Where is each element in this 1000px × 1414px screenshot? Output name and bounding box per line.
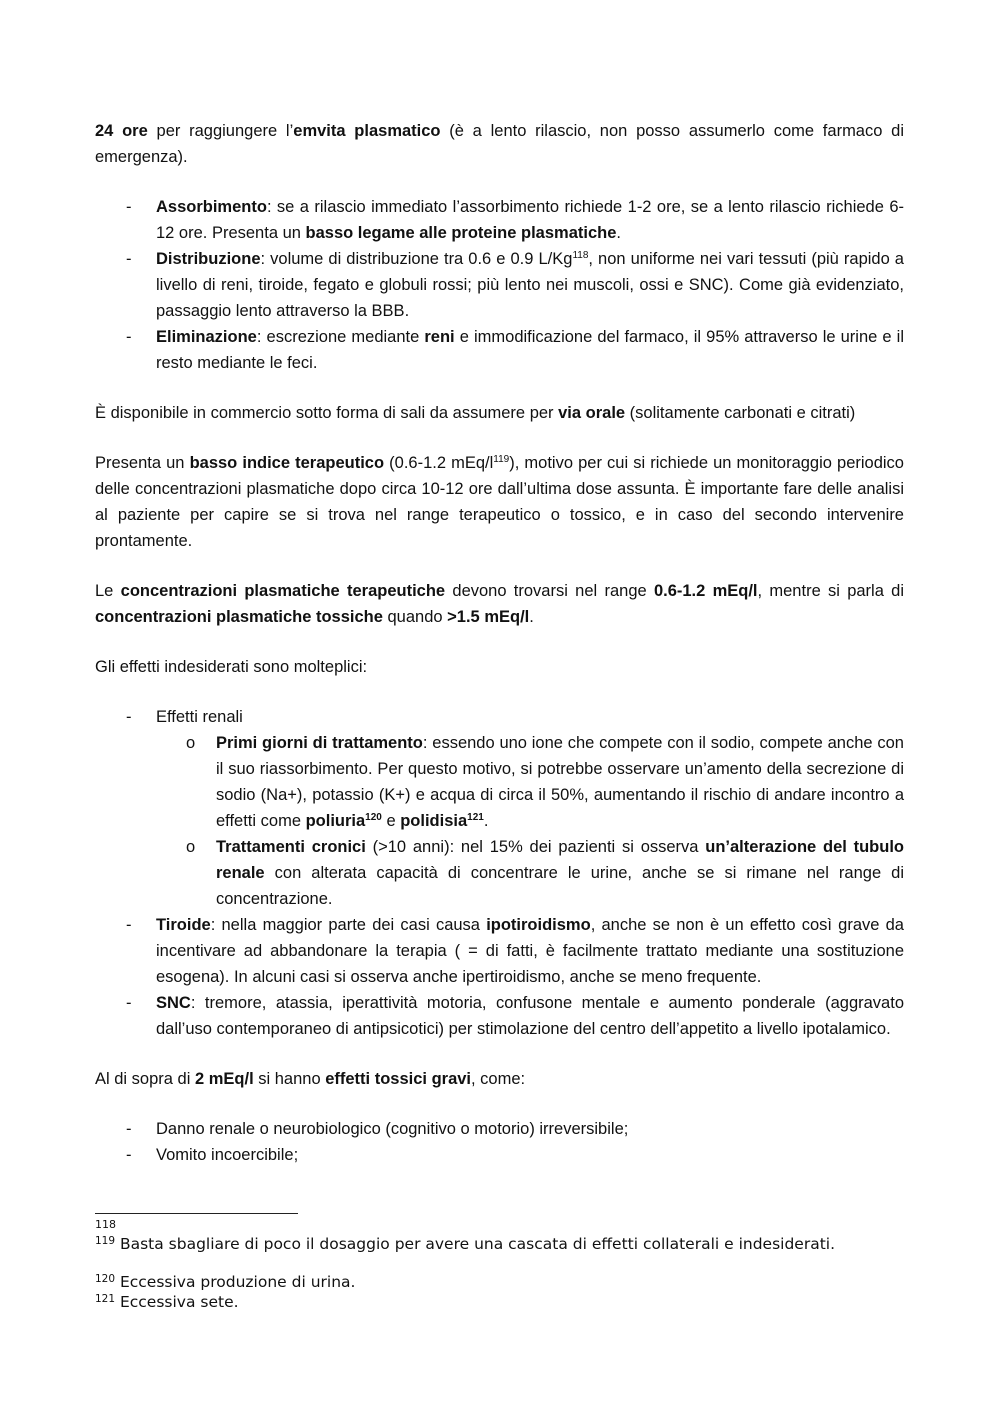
footnote-120	[95, 1272, 915, 1292]
text-run: , non uniforme nei vari tessuti (più rapido a livello di reni, tiroide, fegato e globuli rossi; più lento nei muscoli, ossi e SNC). Come già evidenziato, passaggio lento attraverso la BBB.	[156, 250, 904, 320]
text-run: per raggiungere l’	[147, 122, 294, 140]
text-run: Le	[95, 582, 121, 600]
text-run: , mentre si parla di	[757, 582, 905, 600]
text-run: : essendo uno ione che compete con il sodio, compete anche con il suo riassorbimento. Per questo motivo, si potrebbe osservare un’amento della secrezione di sodio (Na+), potassio (K+) e acqua di circa il 50%, aumentando il rischio di andare incontro a effetti come	[216, 734, 904, 830]
list-bullet: o	[186, 838, 196, 856]
text-run: .	[616, 224, 621, 242]
text-run: : volume di distribuzione tra 0.6 e 0.9 L/Kg	[260, 250, 573, 268]
sub-list	[156, 730, 904, 912]
footnote-separator	[95, 1213, 298, 1214]
bold-text: Assorbimento	[156, 198, 267, 216]
text-run: (solitamente carbonati e citrati)	[625, 404, 856, 422]
text-run: (>10 anni): nel 15% dei pazienti si osserva	[365, 838, 706, 856]
bold-text: SNC	[156, 994, 191, 1012]
bold-text: ipotiroidismo	[486, 916, 591, 934]
text-run: e immodificazione del farmaco, il 95% attraverso le urine e il resto mediante le feci.	[156, 328, 904, 372]
footnote-number: 120	[95, 1273, 116, 1285]
text-run: Effetti renali	[156, 708, 243, 726]
footnote-121	[95, 1292, 915, 1312]
list-item	[95, 246, 904, 324]
list-bullet: -	[126, 1120, 132, 1138]
sub-list-item	[156, 834, 904, 912]
list-item	[95, 1142, 904, 1168]
bold-text: basso legame alle proteine plasmatiche	[305, 224, 617, 242]
text-run: (0.6-1.2 mEq/l	[384, 454, 494, 472]
list-item	[95, 1116, 904, 1142]
list-item	[95, 324, 904, 376]
list-bullet: -	[126, 1146, 132, 1164]
footnote-ref: 119	[493, 454, 510, 465]
footnote-number: 121	[95, 1293, 116, 1305]
bold-text: Eliminazione	[156, 328, 257, 346]
page-body	[95, 118, 904, 1192]
text-run: : escrezione mediante	[256, 328, 425, 346]
list-bullet: -	[126, 328, 132, 346]
bold-text: Distribuzione	[156, 250, 261, 268]
bold-text: concentrazioni plasmatiche terapeutiche	[120, 582, 446, 600]
list-item	[95, 912, 904, 990]
text-run: .	[529, 608, 534, 626]
footnote-ref: 118	[572, 250, 589, 261]
bold-text: Primi giorni di trattamento	[216, 734, 423, 752]
toxic-effects-list	[95, 1116, 904, 1168]
text-run: con alterata capacità di concentrare le urine, anche se si rimane nel range di concentrazione.	[216, 864, 904, 908]
bold-text: Tiroide	[156, 916, 211, 934]
therapeutic-index-paragraph	[95, 450, 904, 554]
bold-text: Trattamenti cronici	[216, 838, 366, 856]
bold-text: reni	[424, 328, 455, 346]
list-bullet: -	[126, 198, 132, 216]
bold-text: un’alterazione del tubulo renale	[216, 838, 905, 882]
list-item	[95, 704, 904, 912]
list-bullet: -	[126, 916, 132, 934]
concentrations-paragraph	[95, 578, 904, 630]
text-run: : tremore, atassia, iperattività motoria, confusone mentale e aumento ponderale (aggravato dall’uso contemporaneo di antipsicotici) per stimolazione del centro dell’appetito a livello ipotalamico.	[156, 994, 904, 1038]
pharmacokinetics-list	[95, 194, 904, 376]
text-run: È disponibile in commercio sotto forma di sali da assumere per	[95, 404, 559, 422]
bold-text: 0.6-1.2 mEq/l	[653, 582, 758, 600]
footnote-text: Eccessiva produzione di urina.	[115, 1273, 356, 1291]
list-bullet: -	[126, 708, 132, 726]
commerce-paragraph	[95, 400, 904, 426]
text-run: , come:	[471, 1070, 526, 1088]
bold-text: polidisia	[400, 812, 468, 830]
footnote-number: 119	[95, 1235, 116, 1247]
text-run: (è a lento rilascio, non posso assumerlo come farmaco di emergenza).	[95, 122, 905, 166]
bold-text: emvita plasmatico	[293, 122, 441, 140]
list-bullet: -	[126, 994, 132, 1012]
effects-intro-paragraph	[95, 654, 904, 680]
text-run: .	[483, 812, 489, 830]
side-effects-list	[95, 704, 904, 1042]
text-run: devono trovarsi nel range	[445, 582, 654, 600]
footnote-ref: 121	[467, 812, 484, 823]
bold-text: via orale	[558, 404, 626, 422]
bold-text: 24 ore	[95, 122, 148, 140]
text-run: Vomito incoercibile;	[156, 1146, 299, 1164]
list-bullet: -	[126, 250, 132, 268]
text-run: Presenta un	[95, 454, 190, 472]
footnote-number: 118	[95, 1218, 116, 1231]
bold-text: >1.5 mEq/l	[447, 608, 530, 626]
footnote-ref: 120	[365, 812, 382, 823]
footnotes	[95, 1213, 915, 1312]
list-bullet: o	[186, 734, 196, 752]
list-item	[95, 990, 904, 1042]
footnote-118	[95, 1218, 915, 1232]
footnote-119	[95, 1234, 915, 1254]
bold-text: effetti tossici gravi	[325, 1070, 472, 1088]
text-run: , anche se non è un effetto così grave da incentivare ad abbandonare la terapia ( = di fatti, è facilmente trattato mediante una sostituzione esogena). In alcuni casi si osserva anche ipertiroidismo, anche se meno frequente.	[156, 916, 904, 986]
text-run: Danno renale o neurobiologico (cognitivo o motorio) irreversibile;	[156, 1120, 629, 1138]
bold-text: concentrazioni plasmatiche tossiche	[95, 608, 383, 626]
text-run: quando	[382, 608, 448, 626]
sub-list-item	[156, 730, 904, 834]
text-run: Gli effetti indesiderati sono molteplici:	[95, 658, 368, 676]
text-run: : nella maggior parte dei casi causa	[210, 916, 487, 934]
text-run: e	[381, 812, 401, 830]
text-run: si hanno	[253, 1070, 326, 1088]
text-run: Al di sopra di	[95, 1070, 195, 1088]
intro-paragraph	[95, 118, 904, 170]
bold-text: poliuria	[305, 812, 366, 830]
list-item	[95, 194, 904, 246]
toxic-effects-paragraph	[95, 1066, 904, 1092]
text-run: ), motivo per cui si richiede un monitoraggio periodico delle concentrazioni plasmatiche dopo circa 10-12 ore dall’ultima dose assunta. È importante fare delle analisi al paziente per capire se si trova nel range terapeutico o tossico, e in caso del secondo intervenire prontamente.	[95, 454, 904, 550]
bold-text: basso indice terapeutico	[189, 454, 385, 472]
footnote-text: Basta sbagliare di poco il dosaggio per avere una cascata di effetti collaterali e indesiderati.	[115, 1235, 836, 1253]
bold-text: 2 mEq/l	[194, 1070, 254, 1088]
text-run: : se a rilascio immediato l’assorbimento richiede 1-2 ore, se a lento rilascio richiede 6-12 ore. Presenta un	[156, 198, 904, 242]
footnote-text: Eccessiva sete.	[115, 1293, 239, 1311]
